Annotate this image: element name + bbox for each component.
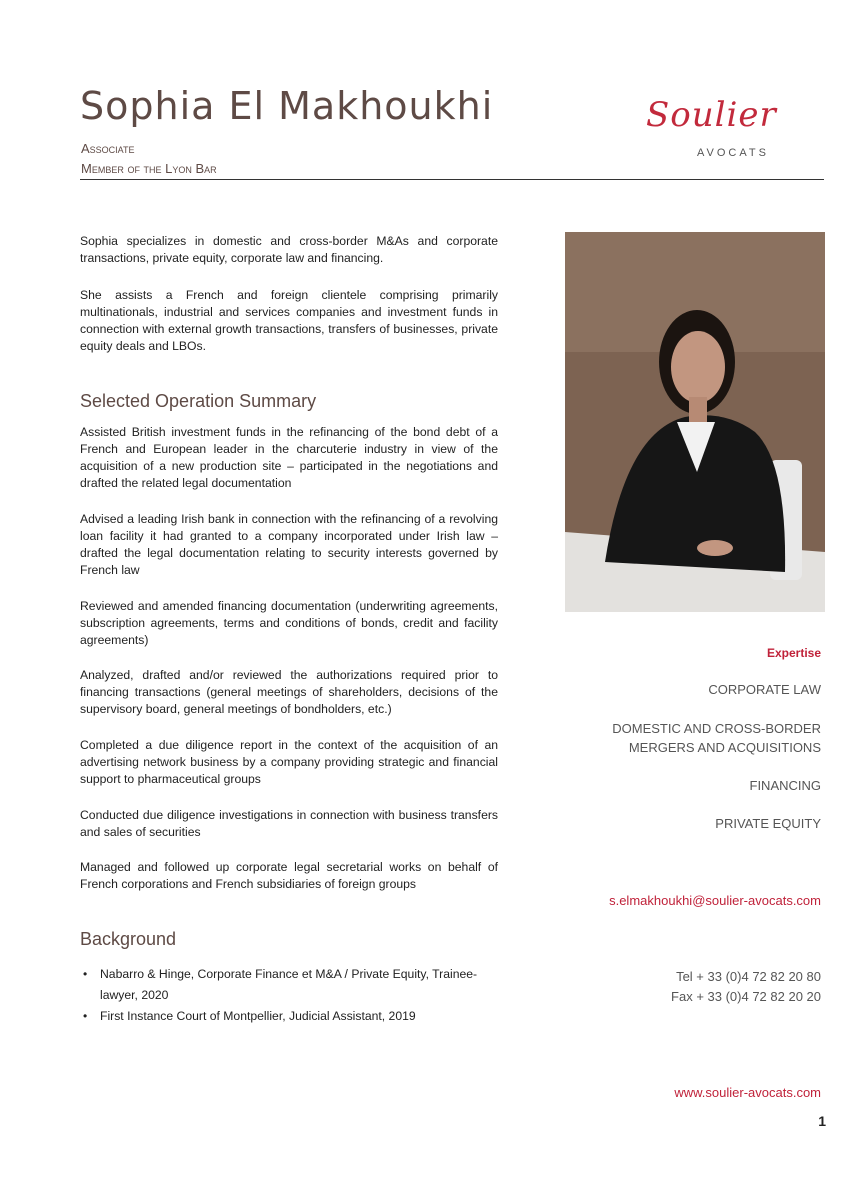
operation-item: Advised a leading Irish bank in connection with the refinancing of a revolving loan facility it had granted to a company incorporated under Irish law – drafted the legal documentation relating to security interests governed by French law	[80, 512, 498, 577]
background-list	[80, 964, 510, 1027]
job-title: Associate	[81, 141, 135, 156]
logo-subtext: AVOCATS	[697, 147, 769, 159]
section-heading-background: Background	[80, 929, 177, 949]
operation-item: Completed a due diligence report in the context of the acquisition of an advertising network business by a company providing strategic and financial support to pharmaceutical groups	[80, 738, 498, 786]
profile-photo	[565, 232, 825, 612]
list-item: • First Instance Court of Montpellier, Judicial Assistant, 2019	[80, 1006, 510, 1027]
fax-number: Fax + 33 (0)4 72 82 20 20	[671, 989, 821, 1004]
expertise-item: CORPORATE LAW	[708, 682, 821, 697]
expertise-title: Expertise	[766, 646, 821, 660]
operation-item: Assisted British investment funds in the refinancing of the bond debt of a French and European leader in the charcuterie industry in view of the acquisition of a new production site – participated in the negotiations and drafted the related legal documentation	[80, 425, 498, 490]
operation-item: Analyzed, drafted and/or reviewed the authorizations required prior to financing transactions (general meetings of shareholders, decisions of the supervisory board, general meetings of bondholders, etc.)	[80, 668, 498, 716]
firm-logo	[640, 95, 820, 165]
expertise-item: PRIVATE EQUITY	[715, 816, 821, 831]
section-heading-operations: Selected Operation Summary	[80, 391, 317, 411]
bar-membership: Member of the Lyon Bar	[81, 161, 217, 176]
intro-paragraph: Sophia specializes in domestic and cross-border M&As and corporate transactions, private equity, corporate law and financing.	[80, 234, 498, 265]
intro-paragraph: She assists a French and foreign clientele comprising primarily multinationals, industrial and services companies and investment funds in connection with external growth transactions, transfers of businesses, private equity deals and LBOs.	[80, 288, 498, 353]
portrait-illustration	[565, 232, 825, 612]
email-link[interactable]: s.elmakhoukhi@soulier-avocats.com	[609, 893, 821, 908]
operation-item: Reviewed and amended financing documentation (underwriting agreements, subscription agreements, terms and conditions of bonds, credit and facility agreements)	[80, 599, 498, 647]
list-item: • Nabarro & Hinge, Corporate Finance et M&A / Private Equity, Trainee-lawyer, 2020	[80, 964, 510, 1006]
header-divider	[80, 179, 824, 180]
expertise-item: DOMESTIC AND CROSS-BORDER	[612, 721, 821, 736]
page-number: 1	[818, 1113, 826, 1129]
expertise-item: MERGERS AND ACQUISITIONS	[628, 740, 821, 755]
page-title: Sophia El Makhoukhi	[80, 84, 494, 128]
logo-script-text: Soulier	[646, 95, 777, 135]
phone-number: Tel + 33 (0)4 72 82 20 80	[676, 969, 821, 984]
expertise-item: FINANCING	[749, 778, 821, 793]
operation-item: Managed and followed up corporate legal secretarial works on behalf of French corporations and French subsidiaries of foreign groups	[80, 860, 498, 891]
website-link[interactable]: www.soulier-avocats.com	[674, 1085, 821, 1100]
operation-item: Conducted due diligence investigations in connection with business transfers and sales of securities	[80, 808, 498, 839]
